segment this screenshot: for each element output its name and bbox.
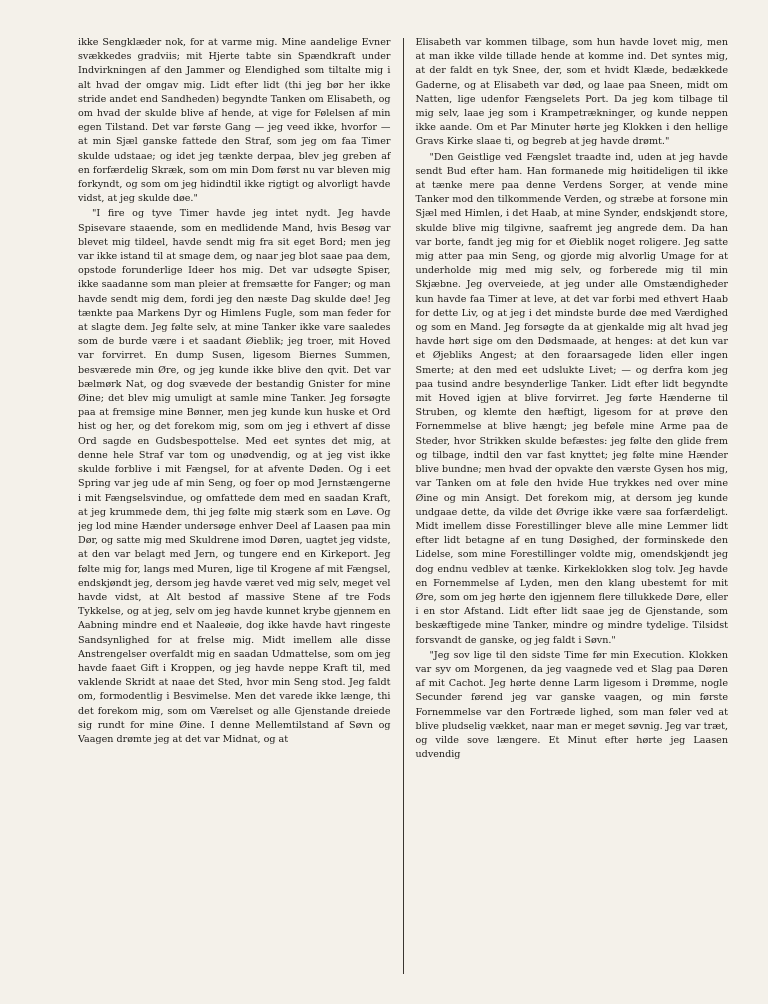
left-column [78, 36, 403, 984]
right-paragraph-3: "Jeg sov lige til den sidste Time før min Execution. Klokken var syv om Morgenen, da jeg vaagnede ved et Slag paa Døren af mit Cachot. Jeg hørte denne Larm ligesom i Drømme, nogle Secunder førend jeg var ganske vaagen, og min første Fornemmelse var den Fortræde lighed, som man føler ved at blive pludselig vækket, naar man er meget søvnig. Jeg var træt, og vilde sove længere. Et Minut efter hørte jeg Laasen udvendig [415, 649, 728, 761]
left-paragraph-1: ikke Sengklæder nok, for at varme mig. Mine aandelige Evner svækkedes gradviis; mit Hjerte tabte sin Spændkraft under Indvirkningen af den Jammer og Elendighed som tiltalte mig i alt hvad der omgav mig. Lidt efter lidt (thi jeg bør her ikke stride andet end Sandheden) begyndte Tanken om Elisabeth, og om hvad der skulde blive af hende, at vige for Følelsen af min egen Tilstand. Det var første Gang — jeg veed ikke, hvorfor — at min Sjæl ganske fattede den Straf, som jeg om faa Timer skulde udstaae; og idet jeg tænkte derpaa, blev jeg greben af en forfærdelig Skræk, som om min Dom først nu var bleven mig forkyndt, og som om jeg hidindtil ikke rigtigt og alvorligt havde vidst, at jeg skulde døe." [78, 37, 391, 205]
right-paragraph-2: "Den Geistlige ved Fængslet traadte ind, uden at jeg havde sendt Bud efter ham. Han formanede mig høitideligen til ikke at tænke mere paa denne Verdens Sorger, at vende mine Tanker mod den tilkommende Verden, og stræbe at forsone min Sjæl med Himlen, i det Haab, at mine Synder, endskjøndt store, skulde blive mig tilgivne, saafremt jeg angrede dem. Da han var borte, fandt jeg mig for et Øieblik noget roligere. Jeg satte mig atter paa min Seng, og gjorde mig alvorlig Umage for at underholde mig med mig selv, og forberede mig til min Skjæbne. Jeg overveiede, at jeg under alle Omstændigheder kun havde faa Timer at leve, at det var forbi med ethvert Haab for dette Liv, og at jeg i det mindste burde døe med Værdighed og som en Mand. Jeg forsøgte da at gjenkalde mig alt hvad jeg havde hørt sige om den Dødsmaade, at henges: at det kun var et Øjebliks Angest; at den foraarsagede liden eller ingen Smerte; at den med eet udslukte Livet; — og derfra kom jeg paa tusind andre besynderlige Tanker. Lidt efter lidt begyndte mit Hoved igjen at blive forvirret. Jeg førte Hænderne til Struben, og klemte den hæftigt, ligesom for at prøve den Fornemmelse at blive hængt; jeg beføle mine Arme paa de Steder, hvor Strikken skulde befæstes: jeg følte den glide frem og tilbage, indtil den var fast knyttet; jeg følte mine Hænder blive bundne; men hvad der opvakte den værste Gysen hos mig, var Tanken om at føle den hvide Hue trykkes ned over mine Øine og min Ansigt. Det forekom mig, at dersom jeg kunde undgaae dette, da vilde det Øvrige ikke være saa forfærdeligt. Midt imellem disse Forestillinger bleve alle mine Lemmer lidt efter lidt betagne af en tung Døsighed, der forminskede den Lidelse, som mine Forestillinger voldte mig, omendskjøndt jeg dog endnu vedblev at tænke. Kirkeklokken slog tolv. Jeg havde en Fornemmelse af Lyden, men den klang ubestemt for mit Øre, som om jeg hørte den igjennem flere tillukkede Døre, eller i en stor Afstand. Lidt efter lidt saae jeg de Gjenstande, som beskæftigede mine Tanker, mindre og mindre tydelige. Tilsidst forsvandt de ganske, og jeg faldt i Søvn." [415, 151, 728, 646]
left-paragraph-2: "I fire og tyve Timer havde jeg intet nydt. Jeg havde Spisevare staaende, som en medlidende Mand, hvis Besøg var blevet mig tildeel, havde sendt mig fra sit eget Bord; men jeg var ikke istand til at smage dem, og naar jeg blot saae paa dem, opstode forunderlige Ideer hos mig. Det var udsøgte Spiser, ikke saadanne som man pleier at fremsætte for Fanger; og man havde sendt mig dem, fordi jeg den næste Dag skulde døe! Jeg tænkte paa Markens Dyr og Himlens Fugle, som man feder for at slagte dem. Jeg følte selv, at mine Tanker ikke vare saaledes som de burde være i et saadant Øieblik; jeg troer, mit Hoved var forvirret. En dump Susen, ligesom Biernes Summen, besværede min Øre, og jeg kunde ikke blive den qvit. Det var bælmørk Nat, og dog svævede der bestandig Gnister for mine Øine; det blev mig umuligt at samle mine Tanker. Jeg forsøgte paa at fremsige mine Bønner, men jeg kunde kun huske et Ord hist og her, og det forekom mig, som om jeg i ethvert af disse Ord sagde en Gudsbespottelse. Med eet syntes det mig, at denne hele Straf var tom og unødvendig, og at jeg vist ikke skulde forblive i mit Fængsel, for at afvente Døden. Og i eet Spring var jeg ude af min Seng, og foer op mod Jernstængerne i mit Fængselsvindue, og omfattede dem med en saadan Kraft, at jeg krummede dem, thi jeg følte mig stærk som en Løve. Og jeg lod mine Hænder undersøge enhver Deel af Laasen paa min Dør, og satte mig med Skuldrene imod Døren, uagtet jeg vidste, at den var belagt med Jern, og tungere end en Kirkeport. Jeg følte mig for, langs med Muren, lige til Krogene af mit Fængsel, endskjøndt jeg, dersom jeg havde været ved mig selv, meget vel havde vidst, at Alt bestod af massive Stene af tre Fods Tykkelse, og at jeg, selv om jeg havde kunnet krybe gjennem en Aabning mindre end et Naaleøie, dog ikke havde havt ringeste Sandsynlighed for at frelse mig. Midt imellem alle disse Anstrengelser overfaldt mig en saadan Udmattelse, som om jeg havde faaet Gift i Kroppen, og jeg havde neppe Kraft til, med vaklende Skridt at naae det Sted, hvor min Seng stod. Jeg faldt om, formodentlig i Besvimelse. Men det varede ikke længe, thi det forekom mig, som om Værelset og alle Gjenstande dreiede sig rundt for mine Øine. I denne Mellemtilstand af Søvn og Vaagen drømte jeg at det var Midnat, og at [78, 208, 391, 745]
right-column [404, 36, 729, 984]
right-paragraph-1: Elisabeth var kommen tilbage, som hun havde lovet mig, men at man ikke vilde tillade hende at komme ind. Det syntes mig, at der faldt en tyk Snee, der, som et hvidt Klæde, bedækkede Gaderne, og at Elisabeth var død, og laae paa Sneen, midt om Natten, lige udenfor Fængselets Port. Da jeg kom tilbage til mig selv, laae jeg som i Krampetrækninger, og kunde neppen ikke aande. Om et Par Minuter hørte jeg Klokken i den hellige Gravs Kirke slaae ti, og begreb at jeg havde drømt." [415, 37, 728, 148]
text-columns [78, 36, 728, 984]
